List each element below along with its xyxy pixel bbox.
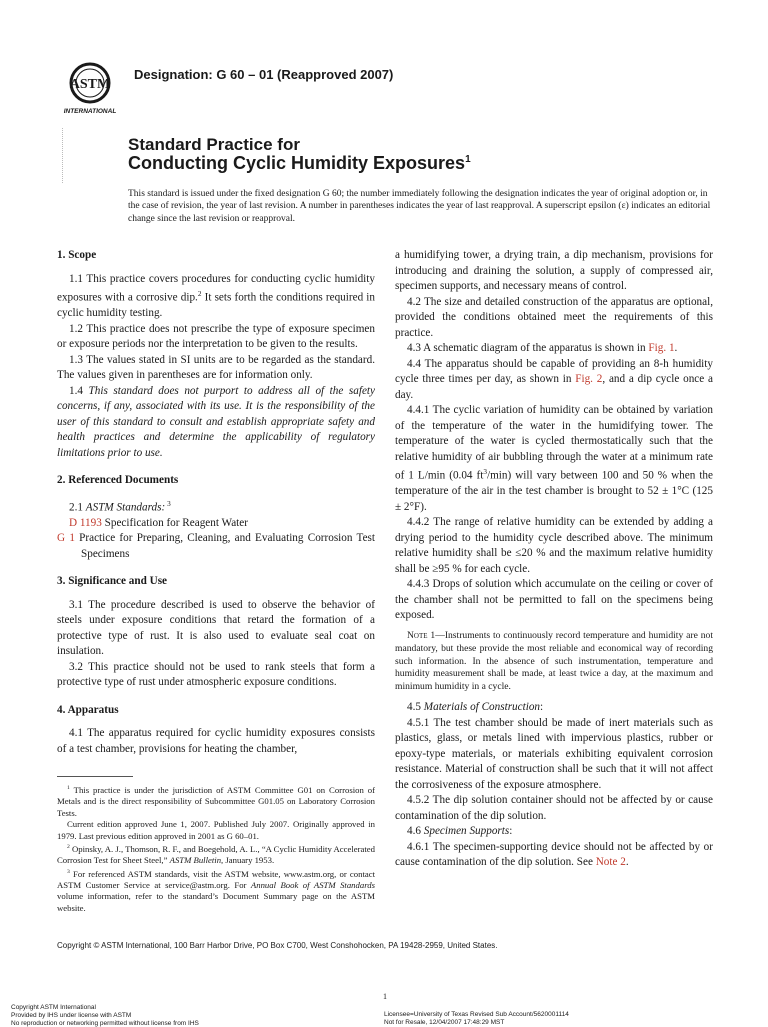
paragraph-4-1: 4.1 The apparatus required for cyclic humidity exposures consists of a test chamber, provisions for heating the chamber, bbox=[57, 727, 375, 755]
section-heading-referenced-documents: 2. Referenced Documents bbox=[57, 474, 179, 487]
paragraph-4-3: 4.3 A schematic diagram of the apparatus is shown in Fig. 1. bbox=[407, 342, 678, 354]
reference-link-g1[interactable]: G 1 bbox=[57, 532, 75, 545]
section-heading-significance: 3. Significance and Use bbox=[57, 575, 168, 588]
designation: Designation: G 60 – 01 (Reapproved 2007) bbox=[134, 67, 394, 82]
paragraph-1-4: 1.4 This standard does not purport to address all of the safety concerns, if any, associated with its use. It is the responsibility of the user of this standard to consult and establish appropriate safety and health practices and determine the applicability of regulatory limitations prior to use. bbox=[57, 384, 375, 459]
reference-d1193: D 1193 Specification for Reagent Water bbox=[69, 516, 248, 529]
title-line-1: Standard Practice for bbox=[128, 135, 300, 154]
license-right: Licensee=University of Texas Revised Sub Account/5620001114 Not for Resale, 12/04/2007 17:48:29 MST bbox=[384, 1011, 569, 1026]
copyright-line: Copyright © ASTM International, 100 Barr Harbor Drive, PO Box C700, West Conshohocken, PA 19428-2959, United States. bbox=[57, 941, 498, 950]
paragraph-4-4-1: 4.4.1 The cyclic variation of humidity can be obtained by variation of the temperature of the water in the humidifying tower. The temperature of the water is cycled thermostatically such that the relative humidity of air bubbling through the water at a minimum rate of 1 L/min (0.04 $ft^3/\min$) will vary between 100 and 50 % when the temperature of the air in the test chamber is brought to 52 ± 1°C (125 ± 2°F). bbox=[395, 404, 713, 513]
paragraph-2-1: 2.1 ASTM Standards: $^3$ bbox=[69, 499, 171, 514]
footnotes bbox=[57, 783, 375, 914]
section-heading-scope: 1. Scope bbox=[57, 249, 97, 261]
paragraph-4-4-3: 4.4.3 Drops of solution which accumulate on the ceiling or cover of the chamber shall not be permitted to fall on the specimens being exposed. bbox=[395, 578, 713, 622]
logo-subtext: INTERNATIONAL bbox=[63, 108, 117, 115]
paragraph-4-2: 4.2 The size and detailed construction of the apparatus are optional, provided the conditions obtained meet the requirements of this practice. bbox=[395, 295, 713, 339]
paragraph-4-1-continued: a humidifying tower, a drying train, a dip mechanism, provisions for introducing and draining the solution, a supply of compressed air, specimen supports, and necessary means of control. bbox=[395, 249, 713, 292]
footnote-ref-3[interactable]: 3 bbox=[165, 499, 171, 508]
right-column bbox=[395, 248, 713, 871]
footnote-ref-2[interactable]: 2 bbox=[197, 290, 202, 298]
figure-1-link[interactable]: Fig. 1 bbox=[648, 342, 675, 354]
figure-2-link[interactable]: Fig. 2 bbox=[575, 373, 603, 385]
footnote-2: $^2$ Opinsky, A. J., Thomson, R. F., and Boegehold, A. L., “A Cyclic Humidity Accelerated Corrosion Test for Sheet Steel,” ASTM Bulletin, January 1953. bbox=[57, 843, 375, 866]
paragraph-3-1: 3.1 The procedure described is used to observe the behavior of steels under exposure conditions that retard the formation of a protective type of rust. It is also used to evaluate seal coat on insulation. bbox=[57, 598, 375, 658]
logo-text: ASTM bbox=[69, 77, 111, 92]
section-heading-apparatus: 4. Apparatus bbox=[57, 703, 119, 716]
paragraph-4-4-2: 4.4.2 The range of relative humidity can be extended by adding a drying period to the humidity cycle described above. The minimum relative humidity shall be ≤20 % and the maximum relative humidity shall be ≥95 % for each cycle. bbox=[395, 516, 713, 575]
paragraph-3-2: 3.2 This practice should not be used to rank steels that form a protective type of rust under atmospheric exposure conditions. bbox=[57, 660, 375, 689]
paragraph-4-5-1: 4.5.1 The test chamber should be made of inert materials such as plastics, glass, or metals lined with impervious plastics, rubber or epoxy-type materials, or materials exhibiting equivalent corrosion resistance. Material of construction shall be such that it will not affect the corrosiveness of the exposure atmosphere. bbox=[395, 716, 713, 791]
title-line-2: Conducting Cyclic Humidity Exposures$^1$ bbox=[128, 153, 471, 173]
reference-link-d1193[interactable]: D 1193 bbox=[69, 516, 102, 529]
note-2-link[interactable]: Note 2 bbox=[595, 856, 626, 869]
note-1: Note 1—Instruments to continuously record temperature and humidity are not mandatory, but these provide the most reliable and economical way of recording such information. In the absence of such instrumentation, temperature and humidity measurement shall be made, at least twice a day, at the maximum and minimum humidity in a cycle. bbox=[395, 629, 713, 693]
paragraph-4-6-1: 4.6.1 The specimen-supporting device should not be affected by or cause contamination of the dip solution. See Note 2. bbox=[395, 840, 713, 869]
paragraph-1-1: 1.1 This practice covers procedures for conducting cyclic humidity exposures with a corrosive dip.$^2$ It sets forth the conditions required in cyclic humidity testing. bbox=[57, 272, 376, 320]
paragraph-1-3: 1.3 The values stated in SI units are to be regarded as the standard. The values given in parentheses are for information only. bbox=[57, 353, 375, 382]
footnote-rule bbox=[57, 776, 133, 777]
intro-paragraph: This standard is issued under the fixed designation G 60; the number immediately following the designation indicates the year of original adoption or, in the case of revision, the year of last revision. A number in parentheses indicates the year of last reapproval. A superscript epsilon (ε) indicates an editorial change since the last revision or reapproval. bbox=[128, 189, 711, 224]
footnote-3: $^3$ For referenced ASTM standards, visit the ASTM website, www.astm.org, or contact ASTM Customer Service at service@astm.org. For Annual Book of ASTM Standards volume information, refer to the standard’s Document Summary page on the ASTM website. bbox=[57, 868, 375, 913]
margin-marks bbox=[62, 128, 67, 183]
left-column bbox=[57, 248, 375, 757]
reference-g1: G 1 Practice for Preparing, Cleaning, and Evaluating Corrosion Test Specimens bbox=[57, 532, 375, 560]
license-left: Copyright ASTM International Provided by IHS under license with ASTM No reproduction or networking permitted without license from IHS bbox=[11, 1004, 199, 1027]
footnote-1-edition: Current edition approved June 1, 2007. Published July 2007. Originally approved in 1979. Last previous edition approved in 2001 as G 60–01. bbox=[57, 819, 375, 841]
paragraph-4-4: 4.4 The apparatus should be capable of providing an 8-h humidity cycle three times per day, as shown in Fig. 2, and a dip cycle once a day. bbox=[395, 357, 713, 401]
paragraph-1-2: 1.2 This practice does not prescribe the type of exposure specimen or exposure periods nor the interpretation to be given to the results. bbox=[57, 322, 375, 351]
paragraph-4-6: 4.6 Specimen Supports: bbox=[407, 825, 513, 838]
paragraph-4-5: 4.5 Materials of Construction: bbox=[407, 701, 544, 714]
footnote-1: $^1$ This practice is under the jurisdiction of ASTM Committee G01 on Corrosion of Metals and is the direct responsibility of Subcommittee G01.05 on Laboratory Corrosion Tests. bbox=[57, 784, 375, 818]
astm-logo bbox=[57, 57, 123, 117]
page-number: 1 bbox=[383, 992, 387, 1001]
paragraph-4-5-2: 4.5.2 The dip solution container should not be affected by or cause contamination of the dip solution. bbox=[395, 794, 713, 822]
title-footnote-ref[interactable]: 1 bbox=[465, 154, 471, 165]
